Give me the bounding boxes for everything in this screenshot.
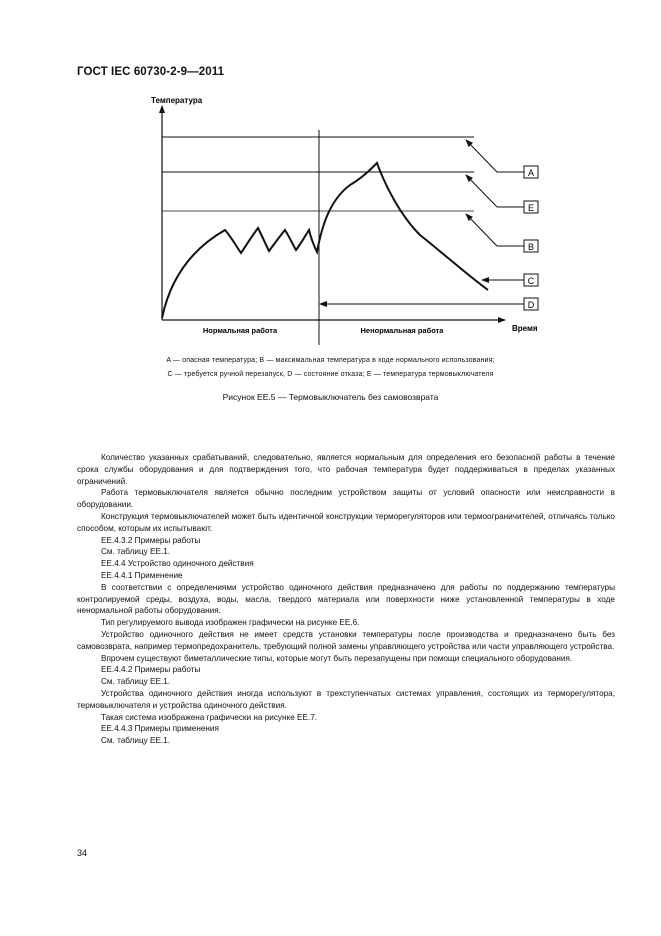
- paragraph: Устройство одиночного действия не имеет средств установки температуры после производства и предназначено быть без самовозврата, например термопредохранитель, требующий полной замены управляющего устройства или части управляющего устройства.: [77, 629, 615, 651]
- section-heading: ЕЕ.4.4.1 Применение: [101, 570, 183, 580]
- paragraph: Впрочем существуют биметаллические типы, которые могут быть перезапущены при помощи специального оборудования.: [101, 653, 573, 663]
- paragraph: Количество указанных срабатываний, следовательно, является нормальным для определения его безопасной работы в течение срока службы оборудования и для подтверждения того, что рабочая температура будет поддерживаться в пределах указанных ограничений.: [77, 453, 615, 486]
- marker-d-label: D: [527, 300, 535, 310]
- marker-d: [320, 298, 538, 310]
- marker-b: [466, 214, 538, 252]
- marker-c-label: C: [527, 276, 535, 286]
- paragraph: В соответствии с определениями устройство одиночного действия предназначено для работы по поддержанию температуры контролируемой среды, воздуха, воды, масла, твердого материала или поверхности ниже установленной температуры в ходе ненормальной работы оборудования.: [77, 582, 615, 616]
- document-header: ГОСТ IEC 60730-2-9—2011: [77, 66, 225, 78]
- y-axis-label: Температура: [151, 96, 203, 105]
- paragraph: См. таблицу ЕЕ.1.: [101, 547, 171, 557]
- page-number: 34: [77, 848, 88, 858]
- region-normal-label: Нормальная работа: [202, 326, 278, 335]
- x-axis-label: Время: [512, 324, 538, 333]
- marker-e-label: E: [527, 203, 535, 213]
- marker-a: [466, 140, 538, 178]
- marker-b-label: B: [527, 242, 535, 252]
- section-heading: ЕЕ.4.4.3 Примеры применения: [101, 724, 219, 734]
- temperature-curve: [162, 163, 488, 318]
- figure-caption: Рисунок ЕЕ.5 — Термовыключатель без самовозврата: [222, 392, 439, 402]
- paragraph: См. таблицу ЕЕ.1.: [101, 736, 171, 746]
- region-abnormal-label: Ненормальная работа: [360, 326, 444, 335]
- marker-e: [466, 175, 538, 213]
- thermal-cutout-figure: [0, 0, 661, 380]
- paragraph: Работа термовыключателя является обычно последним устройством защиты от условий опасности или неисправности в оборудовании.: [77, 488, 615, 510]
- section-heading: ЕЕ.4.4 Устройство одиночного действия: [101, 559, 254, 569]
- marker-c: [482, 274, 538, 286]
- body-text: [77, 452, 615, 747]
- figure-legend-line-2: C — требуется ручной перезапуск, D — состояние отказа; E — температура термовыключателя: [167, 371, 494, 378]
- section-heading: ЕЕ.4.3.2 Примеры работы: [101, 535, 201, 545]
- figure-legend-line-1: A — опасная температура; B — максимальная температура в ходе нормального использования;: [166, 357, 495, 364]
- paragraph: Конструкция термовыключателей может быть идентичной конструкции терморегуляторов или термоограничителей, отличаясь только способом, которым их испытывают.: [77, 511, 615, 533]
- paragraph: Устройства одиночного действия иногда используют в трехступенчатых системах управления, состоящих из терморегулятора, термовыключателя и устройства одиночного действия.: [77, 688, 615, 710]
- marker-a-label: A: [527, 168, 535, 178]
- paragraph: Такая система изображена графически на рисунке ЕЕ.7.: [101, 712, 318, 722]
- paragraph: См. таблицу ЕЕ.1.: [101, 677, 171, 687]
- paragraph: Тип регулируемого вывода изображен графически на рисунке ЕЕ.6.: [101, 618, 360, 628]
- section-heading: ЕЕ.4.4.2 Примеры работы: [101, 665, 201, 675]
